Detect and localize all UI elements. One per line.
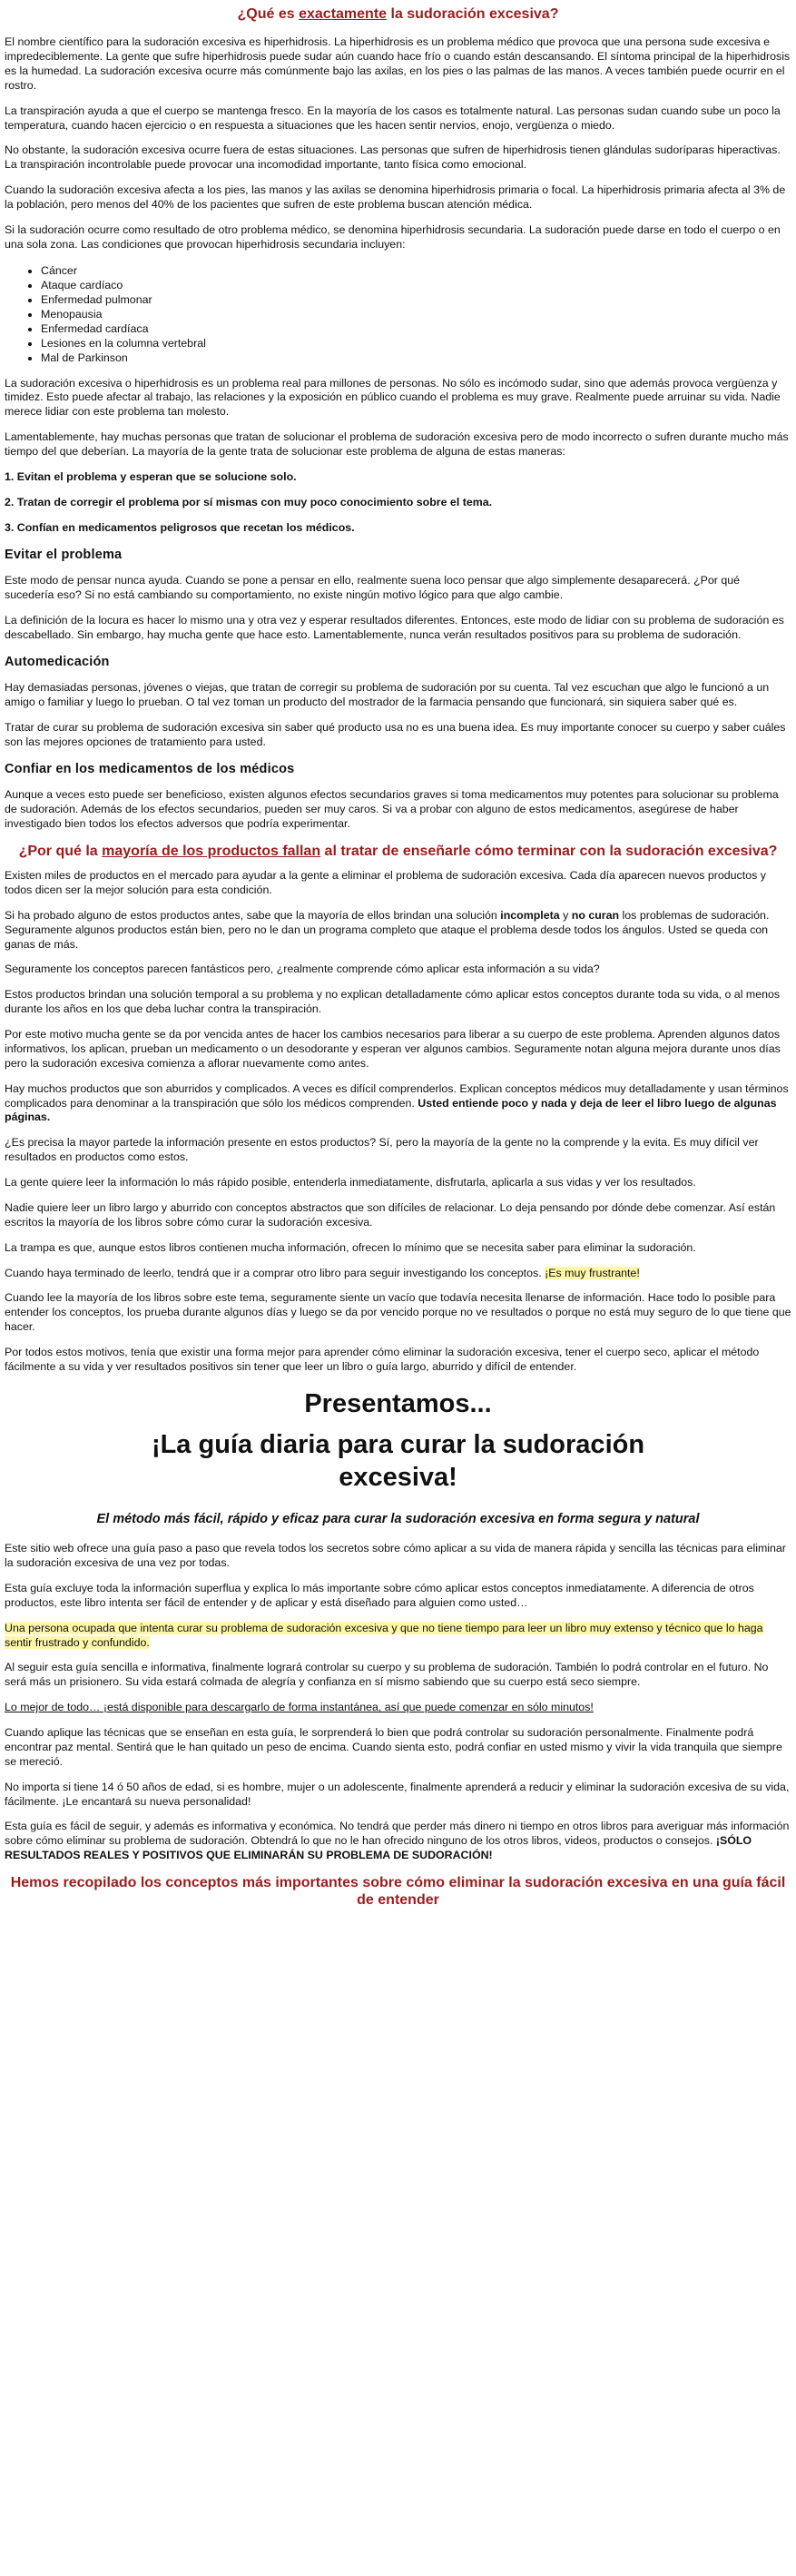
list-item: • Lesiones en la columna vertebral [41, 336, 791, 350]
paragraph: Tratar de curar su problema de sudoración excesiva sin saber qué producto usa no es una buena idea. Es muy importante conocer su cuerpo y saber cuáles son las mejores opciones de tratamiento para usted. [5, 720, 786, 748]
paragraph [5, 1820, 791, 1863]
heading-text: la sudoración excesiva? [387, 6, 559, 22]
paragraph: Cuando aplique las técnicas que se enseñan en esta guía, le sorprenderá lo bien que podrá controlar su sudoración personalmente. Finalmente podrá encontrar paz mental. Sentirá que le han quitado un peso de encima. Cuando sienta esto, podrá confiar en usted mismo y vivir la vida tranquila que siempre se mereció. [5, 1726, 782, 1768]
paragraph: Hay demasiadas personas, jóvenes o viejas, que tratan de corregir su problema de sudoración por su cuenta. Tal vez escuchan que algo le funcionó a un amigo o familiar y luego lo prueban. O tal vez toman un producto del mostrador de la farmacia pensando que funcionará, sin siquiera saber qué es. [5, 681, 770, 709]
paragraph: Nadie quiere leer un libro largo y aburrido con conceptos abstractos que son difíciles de relacionar. Lo deja pensando por dónde debe comenzar. Así están escritos la mayoría de los libros sobre cómo curar la sudoración excesiva. [5, 1200, 776, 1229]
highlighted-text: ¡Es muy frustrante! [545, 1266, 640, 1279]
paragraph: Este sitio web ofrece una guía paso a paso que revela todos los secretos sobre cómo aplicar a su vida de manera rápida y sencilla las técnicas para eliminar la sudoración excesiva de una vez por todas. [5, 1542, 786, 1570]
bold-text: incompleta [500, 908, 560, 922]
paragraph: Si la sudoración ocurre como resultado de otro problema médico, se denomina hiperhidrosis secundaria. La sudoración puede darse en todo el cuerpo o en una sola zona. Las condiciones que provocan hiperhidrosis secundaria incluyen: [5, 222, 781, 251]
list-item: • Enfermedad cardíaca [41, 321, 791, 336]
paragraph: La trampa es que, aunque estos libros contienen mucha información, ofrecen lo mínimo que se necesita saber para eliminar la sudoración. [5, 1240, 696, 1254]
heading-compiled-concepts: Hemos recopilado los conceptos más importantes sobre cómo eliminar la sudoración excesiva en una guía fácil de entender [10, 1875, 786, 1909]
mistake-item: 2. Tratan de corregir el problema por sí mismas con muy poco conocimiento sobre el tema. [5, 495, 493, 508]
paragraph: Estos productos brindan una solución temporal a su problema y no explican detalladamente cómo aplicar estos conceptos durante toda su vida, o al menos durante los años en los que deba luchar contra la transpiración. [5, 988, 781, 1016]
paragraph: La definición de la locura es hacer lo mismo una y otra vez y esperar resultados diferentes. Entonces, este modo de lidiar con su problema de sudoración es descabellado. Sin embargo, hay mucha gente que hace esto. Lamentablemente, nunca verán resultados positivos para su problema de sudoración. [5, 613, 784, 641]
highlighted-text: Una persona ocupada que intenta curar su problema de sudoración excesiva y que no tiene tiempo para leer un libro muy extenso y técnico que lo haga sentir frustrado y confundido. [5, 1621, 763, 1649]
list-item: • Mal de Parkinson [41, 350, 791, 365]
underlined-text: Lo mejor de todo… ¡está disponible para descargarlo de forma instantánea, así que puede comenzar en sólo minutos! [5, 1701, 594, 1714]
heading-what-is [5, 5, 791, 23]
paragraph: Esta guía excluye toda la información superflua y explica lo más importante sobre cómo aplicar estos conceptos inmediatamente. A diferencia de otros productos, este libro intenta ser fácil de entender y de aplicar y está diseñado para alguien como usted… [5, 1581, 754, 1609]
paragraph: Existen miles de productos en el mercado para ayudar a la gente a eliminar el problema de sudoración excesiva. Cada día aparecen nuevos productos y todos dicen ser la mejor solución para esta condición. [5, 869, 766, 896]
paragraph: Cuando la sudoración excesiva afecta a los pies, las manos y las axilas se denomina hiperhidrosis primaria o focal. La hiperhidrosis primaria afecta al 3% de la población, pero menos del 40% de los pacientes que sufren de este problema buscan atención médica. [5, 183, 786, 212]
paragraph: La transpiración ayuda a que el cuerpo se mantenga fresco. En la mayoría de los casos es totalmente natural. Las personas sudan cuando sube un poco la temperatura, cuando hacen ejercicio o en respuesta a situaciones que les hacen sentir nervios, enojo, vergüenza o miedo. [5, 104, 781, 132]
paragraph [5, 909, 791, 952]
list-item: • Cáncer [41, 263, 791, 278]
heading-text: al tratar de enseñarle cómo terminar con la sudoración excesiva? [320, 843, 778, 859]
heading-underlined-text: exactamente [299, 6, 388, 22]
text-span: Esta guía es fácil de seguir, y además es informativa y económica. No tendrá que perder más dinero ni tiempo en otros libros para averiguar más información sobre cómo eliminar su problema de sudoración. Obtendrá lo que no le han ofrecido ninguno de los otros libros, videos, productos o consejos. [5, 1820, 790, 1848]
heading-text: ¿Por qué la [18, 843, 103, 859]
list-item: • Ataque cardíaco [41, 278, 791, 292]
heading-text: ¿Qué es [237, 6, 300, 22]
text-span: Cuando haya terminado de leerlo, tendrá que ir a comprar otro libro para seguir investigando los conceptos. [5, 1266, 545, 1279]
subheading-self-medication: Automedicación [5, 654, 110, 669]
paragraph: Este modo de pensar nunca ayuda. Cuando se pone a pensar en ello, realmente suena loco pensar que algo simplemente desaparecerá. ¿Por qué sucedería eso? Si no está cambiando su comportamiento, no existe ningún motivo lógico para que algo cambie. [5, 574, 741, 601]
paragraph: El nombre científico para la sudoración excesiva es hiperhidrosis. La hiperhidrosis es un problema médico que provoca que una persona sude excesiva e impredeciblemente. La gente que sufre hiperhidrosis puede sudar aún cuando hace frío o cuando están descansando. El síntoma principal de la hiperhidrosis es la humedad. La sudoración excesiva ocurre más comúnmente bajo las axilas, en los pies o las palmas de las manos. A veces también puede ocurrir en el rostro. [5, 35, 791, 92]
bold-text: no curan [571, 908, 620, 922]
paragraph: La sudoración excesiva o hiperhidrosis es un problema real para millones de personas. No sólo es incómodo sudar, sino que además provoca vergüenza y timidez. Esto puede afectar al trabajo, las relaciones y la exposición en público cuando el problema es muy grave. Realmente puede arruinar su vida. Nadie merece lidiar con este problema tan molesto. [5, 376, 781, 419]
text-span: Si ha probado alguno de estos productos antes, sabe que la mayoría de ellos brindan una solución [5, 908, 501, 922]
paragraph [5, 1267, 791, 1281]
bold-text: ¡SÓLO RESULTADOS REALES Y POSITIVOS QUE ELIMINARÁN SU PROBLEMA DE SUDORACIÓN! [5, 1834, 752, 1862]
text-span: los problemas de sudoración. Seguramente algunos productos están bien, pero no le dan un programa completo que ataque el problema desde todos los ángulos. Usted se queda con ganas de más. [5, 908, 770, 951]
presenting-heading: Presentamos... [304, 1388, 492, 1418]
text-span: y [559, 908, 572, 922]
paragraph: Al seguir esta guía sencilla e informativa, finalmente logrará controlar su cuerpo y su problema de sudoración. También lo podrá controlar en el futuro. No será más un prisionero. Su vida estará colmada de alegría y confianza en sí mismo sabiendo que su cuerpo está seco siempre. [5, 1661, 769, 1689]
paragraph: Por todos estos motivos, tenía que existir una forma mejor para aprender cómo eliminar la sudoración excesiva, tener el cuerpo seco, aplicar el método fácilmente a su vida y ver resultados positivos sin tener que leer un libro o guía largo, aburrido y difícil de entender. [5, 1346, 760, 1373]
paragraph: Aunque a veces esto puede ser beneficioso, existen algunos efectos secundarios graves si toma medicamentos muy potentes para solucionar su problema de sudoración. Además de los efectos secundarios, pueden ser muy caros. Si va a probar con alguno de estos medicamentos, asegúrese de haber investigado bien todos los efectos adversos que podría experimentar. [5, 788, 779, 830]
guide-tagline: El método más fácil, rápido y eficaz para curar la sudoración excesiva en forma segura y natural [96, 1511, 700, 1526]
subheading-avoid: Evitar el problema [5, 547, 123, 562]
paragraph: ¿Es precisa la mayor partede la información presente en estos productos? Sí, pero la mayoría de la gente no la comprende y la evita. Es muy difícil ver resultados en productos como estos. [5, 1136, 759, 1164]
paragraph: Seguramente los conceptos parecen fantásticos pero, ¿realmente comprende cómo aplicar esta información a su vida? [5, 962, 600, 976]
heading-why-products-fail [5, 843, 791, 860]
list-item: • Menopausia [41, 307, 791, 321]
paragraph: No importa si tiene 14 ó 50 años de edad, si es hombre, mujer o un adolescente, finalmente aprenderá a reducir y eliminar la sudoración excesiva de su vida, fácilmente. ¡Le encantará su nueva personalidad! [5, 1780, 790, 1808]
bold-text: Usted entiende poco y nada y deja de leer el libro luego de algunas páginas. [5, 1096, 777, 1124]
paragraph: La gente quiere leer la información lo más rápido posible, entenderla inmediatamente, disfrutarla, aplicarla a sus vidas y ver los resultados. [5, 1176, 696, 1189]
paragraph [5, 1082, 791, 1126]
subheading-doctor-meds: Confiar en los medicamentos de los médicos [5, 761, 295, 776]
list-item: • Enfermedad pulmonar [41, 292, 791, 307]
paragraph: Lamentablemente, hay muchas personas que tratan de solucionar el problema de sudoración excesiva pero de modo incorrecto o sufren durante mucho más tiempo del que deberían. La mayoría de la gente trata de solucionar este problema de alguna de estas maneras: [5, 430, 789, 459]
heading-underlined-text: mayoría de los productos fallan [102, 843, 321, 859]
paragraph: No obstante, la sudoración excesiva ocurre fuera de estas situaciones. Las personas que sufren de hiperhidrosis tienen glándulas sudoríparas hiperactivas. La transpiración incontrolable puede provocar una incomodidad importante, tanto física como emocional. [5, 143, 781, 172]
text-span: Hay muchos productos que son aburridos y complicados. A veces es difícil comprenderlos. Explican conceptos médicos muy detalladamente y usan términos complicados para denominar a la transpiración que sólo los médicos comprenden. [5, 1081, 789, 1110]
paragraph [5, 1701, 791, 1715]
paragraph: Cuando lee la mayoría de los libros sobre este tema, seguramente siente un vacío que todavía necesita llenarse de información. Hace todo lo posible para entender los conceptos, los prueba durante algunos días y luego se da por vencido porque no ve resultados o porque no está muy seguro de lo que tiene que hacer. [5, 1291, 791, 1334]
paragraph: Por este motivo mucha gente se da por vencida antes de hacer los cambios necesarios para liberar a su cuerpo de este problema. Aprenden algunos datos informativos, los aplican, prueban un medicamento o un desodorante y esperan ver algunos cambios. Seguramente notan alguna mejora durante unos días pero la sudoración excesiva comienza a aflorar nuevamente como antes. [5, 1028, 781, 1070]
guide-title: ¡La guía diaria para curar la sudoración excesiva! [151, 1430, 645, 1493]
paragraph [5, 1622, 791, 1651]
mistake-item: 1. Evitan el problema y esperan que se solucione solo. [5, 469, 297, 483]
mistake-item: 3. Confían en medicamentos peligrosos que recetan los médicos. [5, 520, 355, 534]
conditions-list [5, 263, 791, 366]
